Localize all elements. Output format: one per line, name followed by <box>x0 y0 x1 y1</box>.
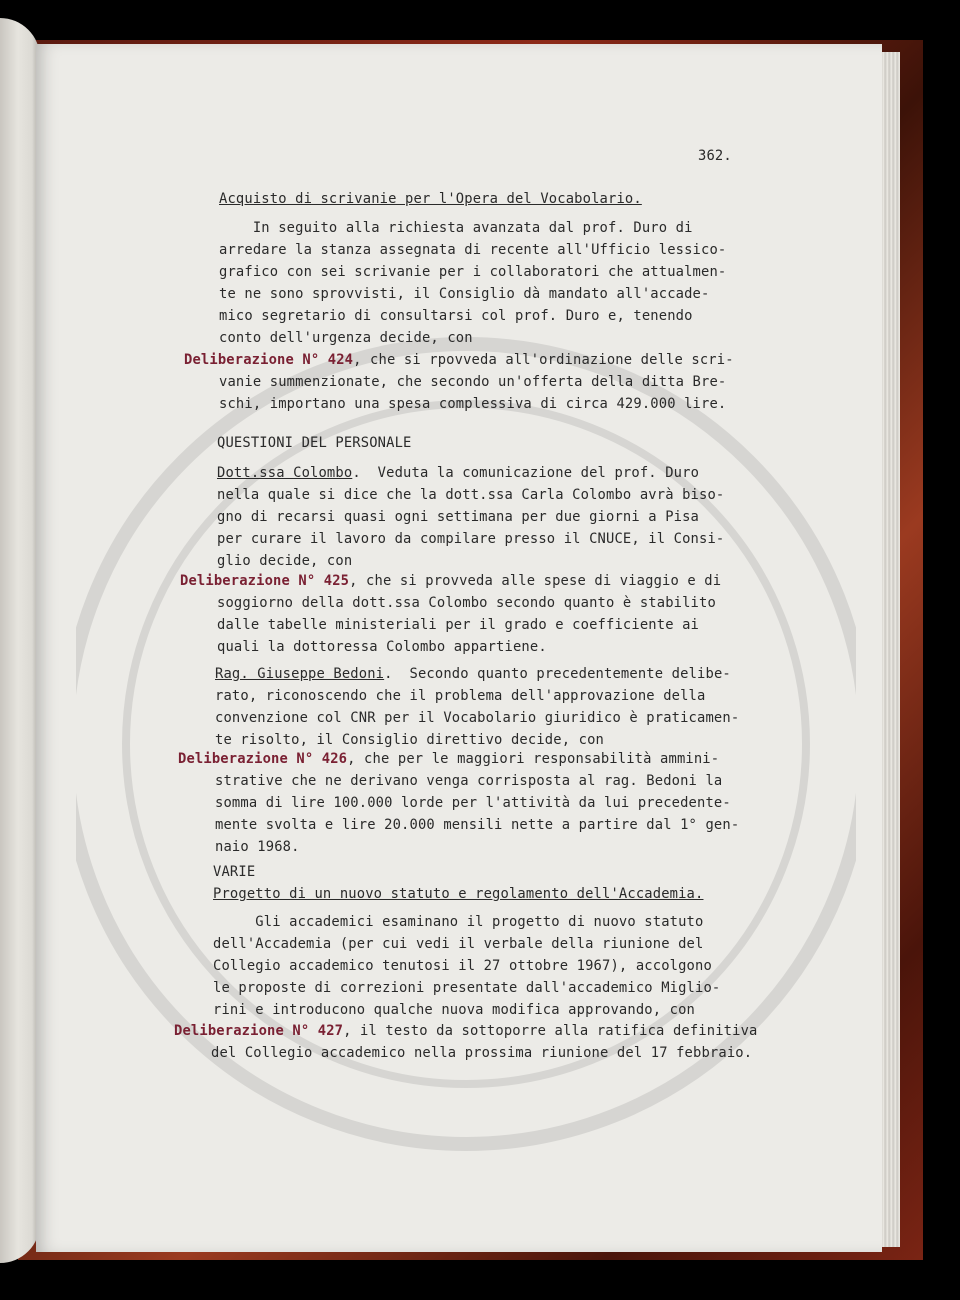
paragraph-line: rini e introducono qualche nuova modifica approvando, con <box>213 1002 696 1018</box>
paragraph-line: nella quale si dice che la dott.ssa Carla Colombo avrà biso- <box>217 487 725 503</box>
deliberation-line <box>174 1021 758 1043</box>
paragraph-text: . Secondo quanto precedentemente delibe- <box>384 666 731 682</box>
paragraph-line: glio decide, con <box>217 553 353 569</box>
deliberation-text: , che si rpovveda all'ordinazione delle scri- <box>353 352 734 368</box>
paragraph-line: dalle tabelle ministeriali per il grado e coefficiente ai <box>217 617 700 633</box>
paragraph-line: Gli accademici esaminano il progetto di nuovo statuto <box>213 914 704 930</box>
paragraph-line: mente svolta e lire 20.000 mensili nette a partire dal 1° gen- <box>215 817 740 833</box>
paragraph-line: te ne sono sprovvisti, il Consiglio dà mandato all'accade- <box>219 286 710 302</box>
deliberation-number: Deliberazione N° 426 <box>178 751 348 767</box>
paragraph-line: conto dell'urgenza decide, con <box>219 330 473 346</box>
paragraph-line: dell'Accademia (per cui vedi il verbale della riunione del <box>213 936 704 952</box>
document-page <box>36 44 882 1252</box>
paragraph-line: convenzione col CNR per il Vocabolario giuridico è praticamen- <box>215 710 740 726</box>
paragraph-line: Collegio accademico tenutosi il 27 ottobre 1967), accolgono <box>213 958 712 974</box>
paragraph-line: quali la dottoressa Colombo appartiene. <box>217 639 547 655</box>
person-name: Rag. Giuseppe Bedoni <box>215 666 385 682</box>
paragraph-line: arredare la stanza assegnata di recente all'Ufficio lessico- <box>219 242 727 258</box>
paragraph-line: te risolto, il Consiglio direttivo decide, con <box>215 732 604 748</box>
page-number: 362. <box>698 148 732 164</box>
paragraph-first-line <box>217 463 699 485</box>
paragraph-line: rato, riconoscendo che il problema dell'approvazione della <box>215 688 706 704</box>
paragraph-line: gno di recarsi quasi ogni settimana per due giorni a Pisa <box>217 509 700 525</box>
heading-varie: VARIE <box>213 864 256 880</box>
paragraph-line: somma di lire 100.000 lorde per l'attività da lui precedente- <box>215 795 731 811</box>
paragraph-line: strative che ne derivano venga corrisposta al rag. Bedoni la <box>215 773 723 789</box>
paragraph-line: vanie summenzionate, che secondo un'offerta della ditta Bre- <box>219 374 727 390</box>
deliberation-text: , il testo da sottoporre alla ratifica definitiva <box>343 1023 758 1039</box>
paragraph-line: del Collegio accademico nella prossima riunione del 17 febbraio. <box>211 1045 753 1061</box>
paragraph-line: mico segretario di consultarsi col prof. Duro e, tenendo <box>219 308 693 324</box>
deliberation-number: Deliberazione N° 425 <box>180 573 350 589</box>
deliberation-text: , che per le maggiori responsabilità ammini- <box>347 751 720 767</box>
deliberation-number: Deliberazione N° 427 <box>174 1023 344 1039</box>
deliberation-text: , che si provveda alle spese di viaggio e di <box>349 573 722 589</box>
deliberation-line <box>184 350 734 372</box>
section-title-statuto: Progetto di un nuovo statuto e regolamento dell'Accademia. <box>213 886 704 902</box>
deliberation-line <box>180 571 721 593</box>
deliberation-number: Deliberazione N° 424 <box>184 352 354 368</box>
paragraph-line: naio 1968. <box>215 839 300 855</box>
paragraph-line: schi, importano una spesa complessiva di circa 429.000 lire. <box>219 396 727 412</box>
paragraph-line: per curare il lavoro da compilare presso il CNUCE, il Consi- <box>217 531 725 547</box>
left-page-curl <box>0 18 40 1263</box>
person-name: Dott.ssa Colombo <box>217 465 353 481</box>
paragraph-text: . Veduta la comunicazione del prof. Duro <box>352 465 700 481</box>
paragraph-line: grafico con sei scrivanie per i collaboratori che attualmen- <box>219 264 727 280</box>
paragraph-line: In seguito alla richiesta avanzata dal prof. Duro di <box>219 220 693 236</box>
paragraph-first-line <box>215 664 731 686</box>
deliberation-line <box>178 749 719 771</box>
paragraph-line: le proposte di correzioni presentate dall'accademico Miglio- <box>213 980 721 996</box>
heading-questioni-personale: QUESTIONI DEL PERSONALE <box>217 435 412 451</box>
section-title-scrivanie: Acquisto di scrivanie per l'Opera del Vocabolario. <box>219 191 642 207</box>
paragraph-line: soggiorno della dott.ssa Colombo secondo quanto è stabilito <box>217 595 716 611</box>
